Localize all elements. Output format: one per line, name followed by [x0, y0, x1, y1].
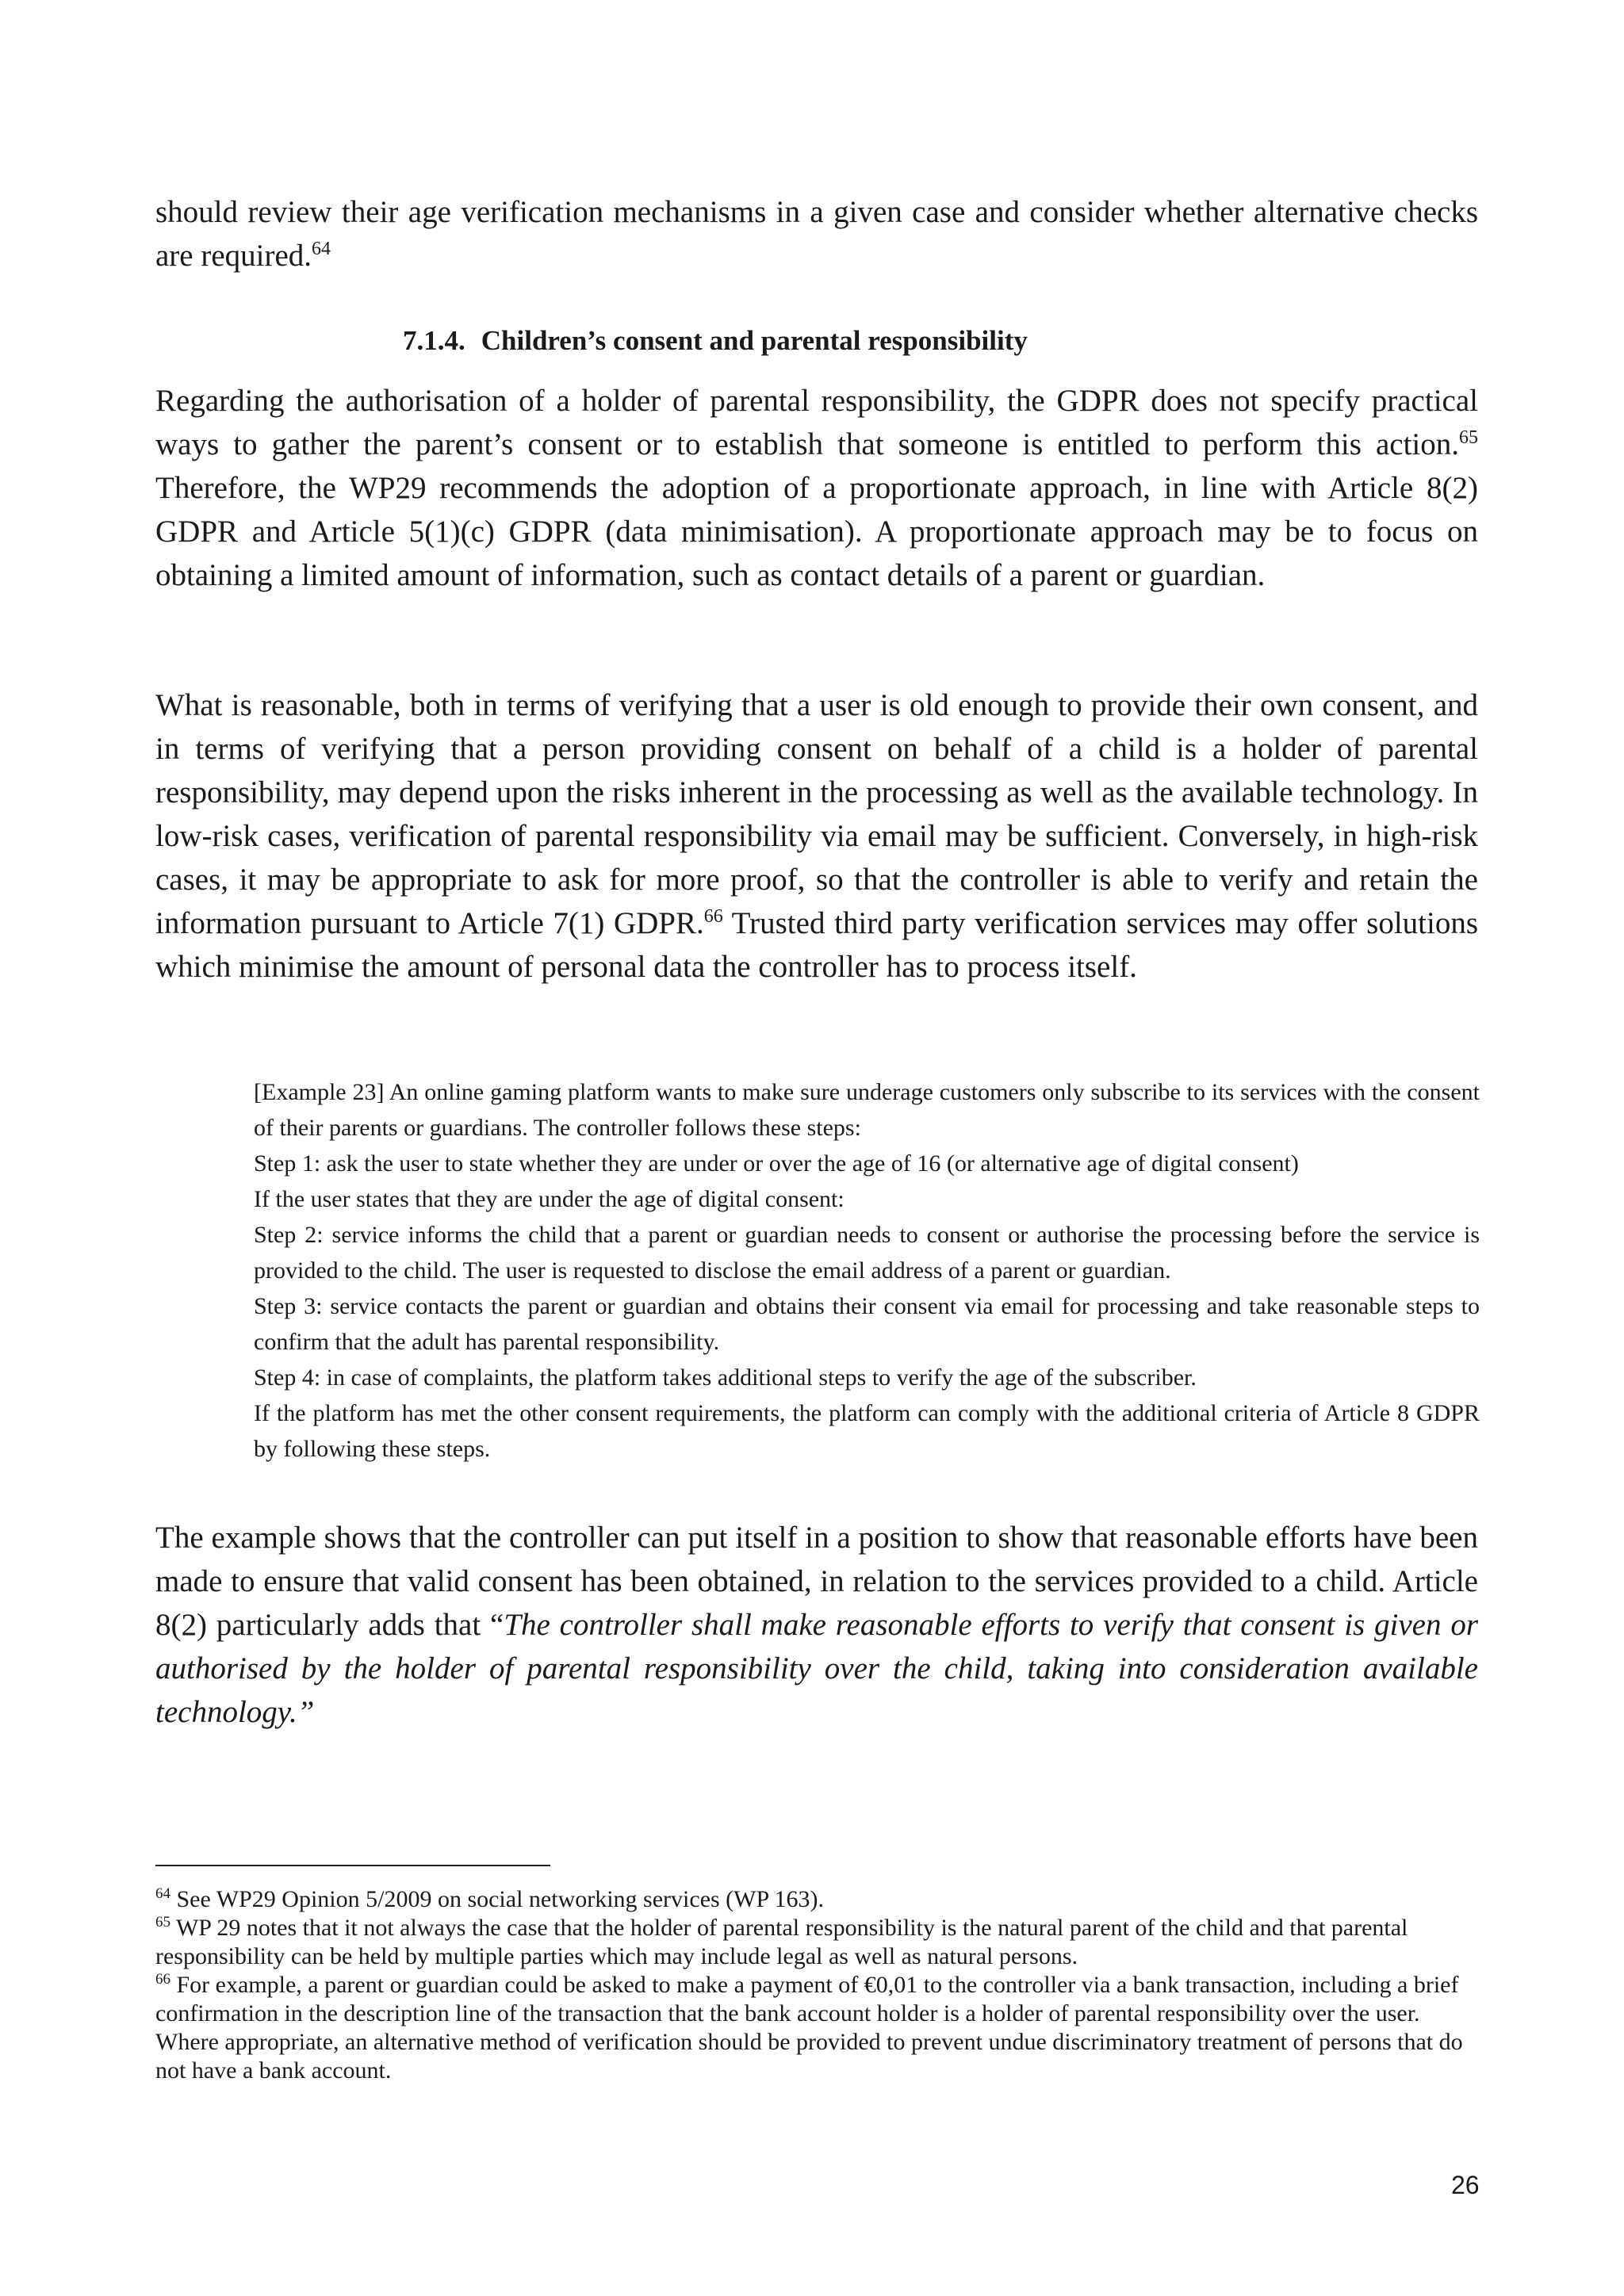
example-step-2: Step 2: service informs the child that a parent or guardian needs to consent or authorise the processing before the service is provided to the child. The user is requested to disclose the email address of a parent or guardian. — [254, 1222, 1480, 1284]
example-conclusion: If the platform has met the other consent requirements, the platform can comply with the additional criteria of Article 8 GDPR by following these steps. — [254, 1400, 1480, 1462]
example-step-4: Step 4: in case of complaints, the platform takes additional steps to verify the age of the subscriber. — [254, 1364, 1197, 1391]
example-step-1: Step 1: ask the user to state whether they are under or over the age of 16 (or alternative age of digital consent) — [254, 1150, 1299, 1177]
example-condition: If the user states that they are under the age of digital consent: — [254, 1186, 845, 1212]
footnote-ref-64[interactable]: 64 — [312, 239, 331, 259]
footnote-64 — [155, 1885, 1478, 1914]
paragraph-text: Regarding the authorisation of a holder of parental responsibility, the GDPR does not specify practical ways to gather the parent’s consent or to establish that someone is entitled to perform this action. — [155, 384, 1478, 461]
paragraph-authorisation — [155, 379, 1478, 597]
footnote-text: See WP29 Opinion 5/2009 on social networking services (WP 163). — [170, 1886, 825, 1912]
example-box — [254, 1074, 1480, 1467]
section-heading — [403, 325, 1028, 357]
quoted-article-text: The controller shall make reasonable efforts to verify that consent is given or authorised by the holder of parental responsibility over the child, taking into consideration available technology.” — [155, 1608, 1479, 1729]
paragraph-text: What is reasonable, both in terms of verifying that a user is old enough to provide their own consent, and in terms of verifying that a person providing consent on behalf of a child is a holder of parental responsibility, may depend upon the risks inherent in the processing as well as the available technology. In low-risk cases, verification of parental responsibility via email may be sufficient. Conversely, in high-risk cases, it may be appropriate to ask for more proof, so that the controller is able to verify and retain the information pursuant to Article 7(1) GDPR. — [155, 688, 1478, 940]
footnote-66 — [155, 1971, 1478, 2085]
footnote-text: For example, a parent or guardian could be asked to make a payment of €0,01 to the controller via a bank transaction, including a brief confirmation in the description line of the transaction that the bank account holder is a holder of parental responsibility over the user. Where appropriate, an alternative method of verification should be provided to prevent undue discriminatory treatment of persons that do not have a bank account. — [155, 1972, 1463, 2084]
footnote-number: 64 — [155, 1885, 170, 1902]
section-title: Children’s consent and parental responsibility — [481, 325, 1028, 356]
example-step-3: Step 3: service contacts the parent or guardian and obtains their consent via email for processing and take reasonable steps to confirm that the adult has parental responsibility. — [254, 1293, 1480, 1355]
footnote-text: WP 29 notes that it not always the case that the holder of parental responsibility is the natural parent of the child and that parental responsibility can be held by multiple parties which may include legal as well as natural persons. — [155, 1915, 1408, 1969]
footnote-number: 66 — [155, 1971, 170, 1988]
footnote-ref-66[interactable]: 66 — [703, 906, 723, 927]
paragraph-text: Therefore, the WP29 recommends the adoption of a proportionate approach, in line with Article 8(2) GDPR and Article 5(1)(c) GDPR (data minimisation). A proportionate approach may be to focus on obtaining a limited amount of information, such as contact details of a parent or guardian. — [155, 471, 1478, 592]
footnote-number: 65 — [155, 1914, 170, 1931]
paragraph-text: The example shows that the controller can put itself in a position to show that reasonable efforts have been made to ensure that valid consent has been obtained, in relation to the services provided to a child. Article 8(2) particularly adds that “ — [155, 1521, 1478, 1642]
footnote-ref-65[interactable]: 65 — [1459, 427, 1478, 448]
footnote-divider — [155, 1865, 550, 1866]
paragraph-reasonable — [155, 683, 1478, 989]
section-number: 7.1.4. — [403, 325, 465, 356]
footnote-65 — [155, 1914, 1478, 1971]
page-number: 26 — [1451, 2171, 1480, 2199]
footnotes — [155, 1885, 1478, 2085]
paragraph-example-shows — [155, 1516, 1478, 1734]
paragraph-continuation — [155, 190, 1478, 277]
paragraph-text: Trusted third party verification services may offer solutions which minimise the amount of personal data the controller has to process itself. — [155, 906, 1479, 984]
example-intro: [Example 23] An online gaming platform wants to make sure underage customers only subscribe to its services with the consent of their parents or guardians. The controller follows these steps: — [254, 1079, 1480, 1141]
paragraph-text: should review their age verification mechanisms in a given case and consider whether alternative checks are required. — [155, 195, 1478, 273]
